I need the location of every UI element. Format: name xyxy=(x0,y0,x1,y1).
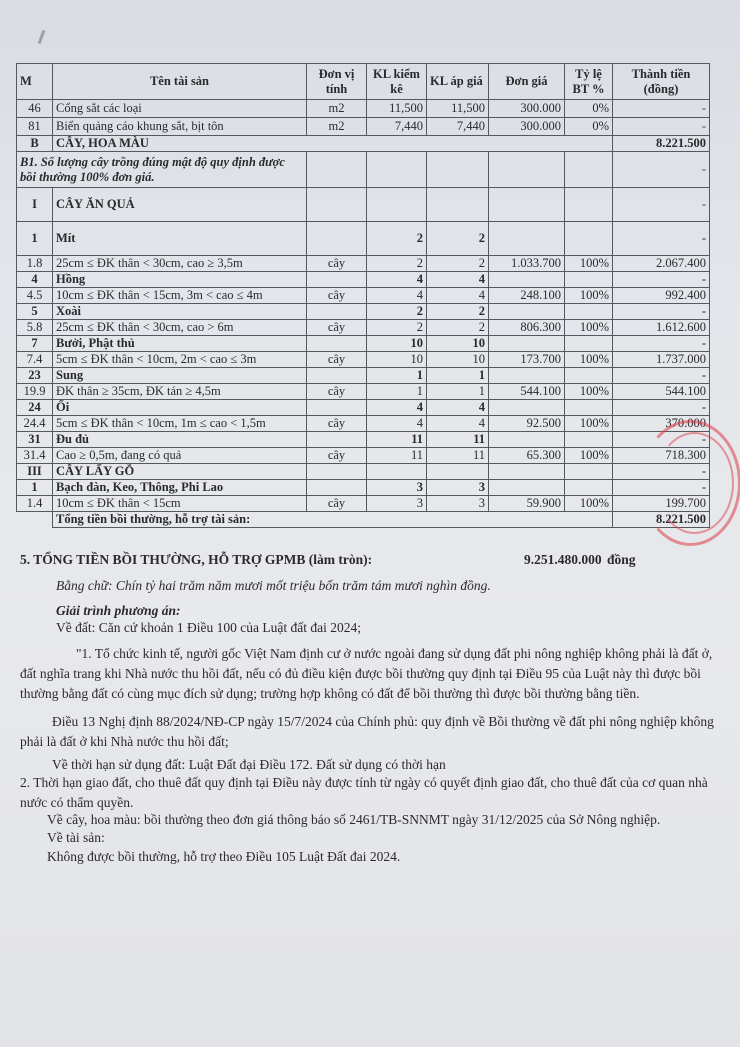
cell-stt: 1.8 xyxy=(17,256,53,272)
cell-rate: 100% xyxy=(565,320,613,336)
paragraph-decree: Điều 13 Nghị định 88/2024/NĐ-CP ngày 15/7/2024 của Chính phủ: quy định về Bồi thường về đất phi nông nghiệp không phải là đất ở khi Nhà nước thu hồi đất; xyxy=(20,714,714,749)
cell-rate xyxy=(565,222,613,256)
cell-total: - xyxy=(613,304,710,320)
group-row xyxy=(17,222,710,256)
cell-total: 544.100 xyxy=(613,384,710,400)
tree-rows xyxy=(17,222,710,512)
cell-rate xyxy=(565,304,613,320)
cell-price xyxy=(489,336,565,352)
cell-stt: B xyxy=(17,136,53,152)
empty-cell xyxy=(17,512,53,528)
cell-rate xyxy=(565,272,613,288)
cell-kl: 3 xyxy=(367,496,427,512)
cell-stt: 1 xyxy=(17,222,53,256)
group-title: CÂY ĂN QUẢ xyxy=(53,188,307,222)
cell-price xyxy=(489,432,565,448)
cell-name: 25cm ≤ ĐK thân < 30cm, cao ≥ 3,5m xyxy=(53,256,307,272)
cell-name: 10cm ≤ ĐK thân < 15cm xyxy=(53,496,307,512)
empty-cell xyxy=(489,152,565,188)
b1-note-row xyxy=(17,152,710,188)
cell-stt: 1.4 xyxy=(17,496,53,512)
cell-kl-ap: 4 xyxy=(427,416,489,432)
paper-mark xyxy=(38,30,46,44)
cell-total: 992.400 xyxy=(613,288,710,304)
cell-kl-ap: 11 xyxy=(427,432,489,448)
empty-cell xyxy=(367,188,427,222)
cell-stt: 24.4 xyxy=(17,416,53,432)
cell-price xyxy=(489,222,565,256)
cell-stt: 5 xyxy=(17,304,53,320)
empty-cell xyxy=(307,188,367,222)
cell-total: 370.000 xyxy=(613,416,710,432)
group-row xyxy=(17,480,710,496)
section-title: CÂY, HOA MÀU xyxy=(53,136,613,152)
cell-name: Cao ≥ 0,5m, đang có quả xyxy=(53,448,307,464)
cell-kl-ap: 7,440 xyxy=(427,118,489,136)
cell-kl-ap: 4 xyxy=(427,400,489,416)
cell-price: 300.000 xyxy=(489,118,565,136)
group-row xyxy=(17,400,710,416)
cell-stt: 5.8 xyxy=(17,320,53,336)
cell-kl: 4 xyxy=(367,416,427,432)
cell-total: - xyxy=(613,188,710,222)
paragraph-assets-heading: Về tài sản: xyxy=(47,830,105,845)
cell-kl-ap: 1 xyxy=(427,368,489,384)
cell-price: 92.500 xyxy=(489,416,565,432)
group-row xyxy=(17,272,710,288)
cell-unit xyxy=(307,272,367,288)
grand-total-row xyxy=(17,512,710,528)
cell-kl: 2 xyxy=(367,222,427,256)
cell-name: 10cm ≤ ĐK thân < 15cm, 3m < cao ≤ 4m xyxy=(53,288,307,304)
cell-price: 1.033.700 xyxy=(489,256,565,272)
cell-price: 173.700 xyxy=(489,352,565,368)
cell-rate: 100% xyxy=(565,288,613,304)
cell-kl: 1 xyxy=(367,384,427,400)
cell-name: Sung xyxy=(53,368,307,384)
cell-unit xyxy=(307,304,367,320)
cell-unit xyxy=(307,432,367,448)
cell-total: - xyxy=(613,336,710,352)
cell-name: 5cm ≤ ĐK thân < 10cm, 1m ≤ cao < 1,5m xyxy=(53,416,307,432)
cell-unit: m2 xyxy=(307,118,367,136)
cell-rate xyxy=(565,368,613,384)
cell-total: 718.300 xyxy=(613,448,710,464)
cell-name: 5cm ≤ ĐK thân < 10cm, 2m < cao ≤ 3m xyxy=(53,352,307,368)
cell-unit: cây xyxy=(307,320,367,336)
cell-price: 544.100 xyxy=(489,384,565,400)
cell-kl: 1 xyxy=(367,368,427,384)
grand-total-value: 8.221.500 xyxy=(613,512,710,528)
cell-kl-ap: 3 xyxy=(427,496,489,512)
empty-cell xyxy=(367,152,427,188)
cell-price xyxy=(489,272,565,288)
cell-total: - xyxy=(613,400,710,416)
cell-total: 199.700 xyxy=(613,496,710,512)
header-unit: Đơn vị tính xyxy=(307,64,367,100)
cell-stt: 81 xyxy=(17,118,53,136)
cell-price: 806.300 xyxy=(489,320,565,336)
cell-price: 248.100 xyxy=(489,288,565,304)
cell-kl: 2 xyxy=(367,304,427,320)
cell-total: - xyxy=(613,152,710,188)
group-row xyxy=(17,464,710,480)
paragraph-crops: Về cây, hoa màu: bồi thường theo đơn giá thông báo số 2461/TB-SNNMT ngày 31/12/2025 của Sở Nông nghiệp. xyxy=(47,812,661,827)
header-stt: M xyxy=(17,64,53,100)
cell-kl-ap xyxy=(427,464,489,480)
table-row xyxy=(17,100,710,118)
cell-kl-ap: 11,500 xyxy=(427,100,489,118)
cell-stt: III xyxy=(17,464,53,480)
cell-price xyxy=(489,464,565,480)
cell-total: - xyxy=(613,432,710,448)
cell-kl: 4 xyxy=(367,400,427,416)
cell-kl: 3 xyxy=(367,480,427,496)
cell-rate: 100% xyxy=(565,416,613,432)
cell-name: Cổng sắt các loại xyxy=(53,100,307,118)
cell-kl: 4 xyxy=(367,288,427,304)
cell-kl: 4 xyxy=(367,272,427,288)
cell-total: 1.737.000 xyxy=(613,352,710,368)
table-row xyxy=(17,496,710,512)
cell-rate: 100% xyxy=(565,496,613,512)
cell-total: - xyxy=(613,100,710,118)
empty-cell xyxy=(427,152,489,188)
compensation-table xyxy=(16,63,710,528)
cell-kl-ap: 4 xyxy=(427,272,489,288)
cell-stt: 7.4 xyxy=(17,352,53,368)
cell-total: - xyxy=(613,272,710,288)
cell-kl-ap: 3 xyxy=(427,480,489,496)
group-row xyxy=(17,432,710,448)
table-row xyxy=(17,416,710,432)
table-row xyxy=(17,288,710,304)
amount-in-words: Bằng chữ: Chín tỷ hai trăm năm mươi mốt triệu bốn trăm tám mươi nghìn đồng. xyxy=(56,578,491,593)
group-row xyxy=(17,188,710,222)
group-row xyxy=(17,304,710,320)
paragraph-land-basis: Về đất: Căn cứ khoản 1 Điều 100 của Luật đất đai 2024; xyxy=(56,620,361,635)
empty-cell xyxy=(565,188,613,222)
table-row xyxy=(17,118,710,136)
cell-rate: 100% xyxy=(565,256,613,272)
b1-note: B1. Số lượng cây trồng đúng mật độ quy định được bồi thường 100% đơn giá. xyxy=(17,152,307,188)
cell-stt: 31.4 xyxy=(17,448,53,464)
cell-unit xyxy=(307,464,367,480)
cell-kl-ap: 2 xyxy=(427,320,489,336)
cell-unit: cây xyxy=(307,496,367,512)
cell-stt: 4 xyxy=(17,272,53,288)
cell-kl-ap: 4 xyxy=(427,288,489,304)
cell-unit xyxy=(307,368,367,384)
cell-unit: cây xyxy=(307,384,367,400)
cell-kl-ap: 2 xyxy=(427,222,489,256)
cell-stt: 19.9 xyxy=(17,384,53,400)
cell-total: - xyxy=(613,480,710,496)
group-row xyxy=(17,368,710,384)
cell-kl: 7,440 xyxy=(367,118,427,136)
cell-total: - xyxy=(613,118,710,136)
cell-stt: 7 xyxy=(17,336,53,352)
cell-name: ĐK thân ≥ 35cm, ĐK tán ≥ 4,5m xyxy=(53,384,307,400)
cell-price xyxy=(489,400,565,416)
empty-cell xyxy=(565,152,613,188)
cell-kl: 10 xyxy=(367,352,427,368)
cell-kl-ap: 10 xyxy=(427,352,489,368)
cell-name: CÂY LẤY GỖ xyxy=(53,464,307,480)
cell-unit: cây xyxy=(307,448,367,464)
cell-price xyxy=(489,368,565,384)
cell-unit: cây xyxy=(307,288,367,304)
paragraph-law-quote: "1. Tổ chức kinh tế, người gốc Việt Nam định cư ở nước ngoài đang sử dụng đất phi nông nghiệp không phải là đất ở, đất nghĩa trang khi Nhà nước thu hồi đất, nếu có đủ điều kiện được bồi thường quy định tại Điều 95 của Luật này thì được bồi thường bằng đất có cùng mục đích sử dụng; trường hợp không có đất để bồi thường thì được bồi thường bằng tiền. xyxy=(20,646,713,701)
cell-unit xyxy=(307,480,367,496)
cell-rate: 0% xyxy=(565,118,613,136)
cell-rate: 100% xyxy=(565,352,613,368)
table-row xyxy=(17,384,710,400)
empty-cell xyxy=(489,188,565,222)
cell-rate: 100% xyxy=(565,384,613,400)
paragraph-land-term: Về thời hạn sử dụng đất: Luật Đất đại Điều 172. Đất sử dụng có thời hạn xyxy=(52,757,446,772)
cell-rate: 0% xyxy=(565,100,613,118)
header-don-gia: Đơn giá xyxy=(489,64,565,100)
cell-kl-ap: 2 xyxy=(427,256,489,272)
cell-rate xyxy=(565,336,613,352)
cell-total: - xyxy=(613,368,710,384)
table-row xyxy=(17,448,710,464)
section-b-row xyxy=(17,136,710,152)
cell-rate xyxy=(565,400,613,416)
cell-name: Bạch đàn, Keo, Thông, Phi Lao xyxy=(53,480,307,496)
cell-unit xyxy=(307,336,367,352)
cell-unit: m2 xyxy=(307,100,367,118)
cell-unit xyxy=(307,400,367,416)
cell-name: Biển quảng cáo khung sắt, bịt tôn xyxy=(53,118,307,136)
cell-name: Mít xyxy=(53,222,307,256)
cell-price xyxy=(489,304,565,320)
cell-name: Xoài xyxy=(53,304,307,320)
cell-price xyxy=(489,480,565,496)
cell-rate xyxy=(565,432,613,448)
cell-price: 59.900 xyxy=(489,496,565,512)
cell-price: 65.300 xyxy=(489,448,565,464)
cell-total: - xyxy=(613,222,710,256)
section-total: 8.221.500 xyxy=(613,136,710,152)
paragraph-term-clause: 2. Thời hạn giao đất, cho thuê đất quy định tại Điều này được tính từ ngày có quyết định giao đất, cho thuê đất của cơ quan nhà nước có thẩm quyền. xyxy=(20,775,708,810)
cell-kl-ap: 1 xyxy=(427,384,489,400)
cell-name: Bưởi, Phật thủ xyxy=(53,336,307,352)
cell-total: 1.612.600 xyxy=(613,320,710,336)
cell-rate xyxy=(565,464,613,480)
table-row xyxy=(17,352,710,368)
header-thanh-tien: Thành tiền (đồng) xyxy=(613,64,710,100)
explanation-heading: Giải trình phương án: xyxy=(56,603,181,618)
cell-kl: 11 xyxy=(367,448,427,464)
cell-name: Đu đủ xyxy=(53,432,307,448)
cell-total: - xyxy=(613,464,710,480)
cell-name: Ổi xyxy=(53,400,307,416)
header-kl-kiem-ke: KL kiểm kê xyxy=(367,64,427,100)
summary-title: 5. TỔNG TIỀN BỒI THƯỜNG, HỖ TRỢ GPMB (làm tròn): xyxy=(20,552,373,567)
cell-stt: 31 xyxy=(17,432,53,448)
empty-cell xyxy=(427,188,489,222)
cell-total: 2.067.400 xyxy=(613,256,710,272)
cell-kl-ap: 11 xyxy=(427,448,489,464)
cell-kl xyxy=(367,464,427,480)
paragraph-assets-note: Không được bồi thường, hỗ trợ theo Điều 105 Luật Đất đai 2024. xyxy=(47,849,401,864)
cell-stt: 46 xyxy=(17,100,53,118)
header-name: Tên tài sản xyxy=(53,64,307,100)
cell-stt: 23 xyxy=(17,368,53,384)
grand-total-label: Tổng tiền bồi thường, hỗ trợ tài sản: xyxy=(53,512,613,528)
cell-unit: cây xyxy=(307,352,367,368)
cell-stt: I xyxy=(17,188,53,222)
empty-cell xyxy=(307,152,367,188)
summary-value: 9.251.480.000 xyxy=(524,552,602,567)
cell-kl-ap: 2 xyxy=(427,304,489,320)
group-row xyxy=(17,336,710,352)
header-kl-ap-gia: KL áp giá xyxy=(427,64,489,100)
cell-name: 25cm ≤ ĐK thân < 30cm, cao > 6m xyxy=(53,320,307,336)
cell-name: Hồng xyxy=(53,272,307,288)
cell-unit: cây xyxy=(307,416,367,432)
cell-kl: 11 xyxy=(367,432,427,448)
cell-rate xyxy=(565,480,613,496)
cell-stt: 24 xyxy=(17,400,53,416)
cell-kl: 2 xyxy=(367,320,427,336)
cell-stt: 1 xyxy=(17,480,53,496)
cell-unit: cây xyxy=(307,256,367,272)
table-header-row xyxy=(17,64,710,100)
summary-unit: đồng xyxy=(607,552,636,567)
table-row xyxy=(17,320,710,336)
cell-kl-ap: 10 xyxy=(427,336,489,352)
cell-kl: 2 xyxy=(367,256,427,272)
cell-kl: 11,500 xyxy=(367,100,427,118)
cell-price: 300.000 xyxy=(489,100,565,118)
cell-kl: 10 xyxy=(367,336,427,352)
header-ty-le: Tỷ lệ BT % xyxy=(565,64,613,100)
cell-stt: 4.5 xyxy=(17,288,53,304)
table-row xyxy=(17,256,710,272)
cell-unit xyxy=(307,222,367,256)
cell-rate: 100% xyxy=(565,448,613,464)
